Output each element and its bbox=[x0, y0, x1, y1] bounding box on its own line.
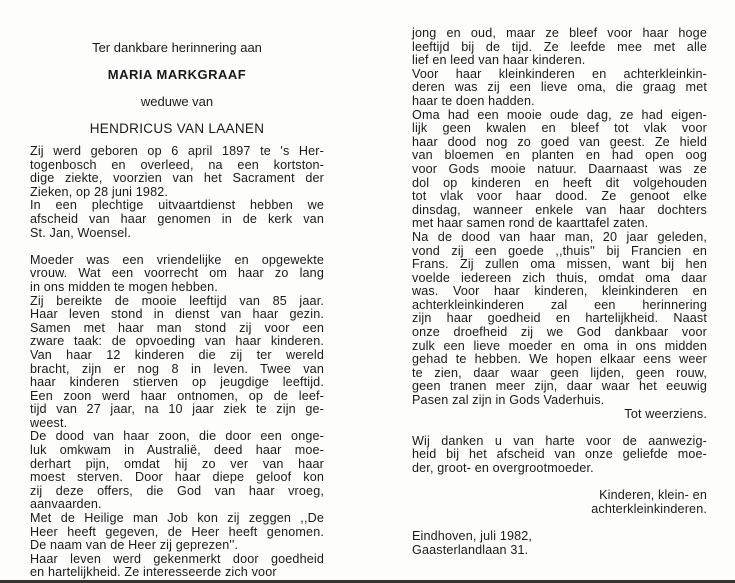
text-line: Een zoon werd haar ontnomen, op de leef- bbox=[30, 388, 324, 403]
text-line: leeftijd bij de tijd. Ze leefde mee met alle bbox=[412, 39, 707, 54]
text-line: luk omkwam in Australië, deed haar moe- bbox=[30, 443, 324, 458]
text-line: Oma had een mooie oude dag, ze had eigen- bbox=[412, 107, 707, 122]
text-line: lijk geen kwalen en bleef tot vlak voor bbox=[412, 121, 707, 136]
text-line: De naam van de Heer zij geprezen''. bbox=[30, 538, 239, 553]
text-line: vrouw. Wat een voorrecht om haar zo lang bbox=[30, 266, 324, 281]
text-line: Voor haar kleinkinderen en achterkleinkin- bbox=[412, 66, 707, 81]
text-line: haar te doen hadden. bbox=[412, 93, 535, 108]
text-line: dinsdag, wanneer enkele van haar dochters bbox=[412, 202, 707, 217]
text-line: Na de dood van haar man, 20 jaar geleden, bbox=[412, 229, 707, 244]
text-line: onze droefheid zij we God dankbaar voor bbox=[412, 325, 707, 340]
relation-line: weduwe van bbox=[140, 94, 214, 109]
text-line: zijn haar goedheid en hartelijkheid. Naast bbox=[412, 311, 707, 326]
text-line: haar dood nog zo goed van geest. Ze hield bbox=[412, 134, 707, 149]
text-line: St. Jan, Woensel. bbox=[30, 225, 132, 240]
text-line: Samen met haar man stond zij voor een bbox=[30, 320, 324, 335]
text-line: weest. bbox=[30, 415, 68, 430]
address: Gaasterlandlaan 31. bbox=[412, 542, 529, 557]
paragraph-gap bbox=[30, 240, 324, 254]
text-line: deren was zij een lieve oma, die graag met bbox=[412, 80, 707, 95]
closing-line: Tot weerziens. bbox=[624, 406, 707, 421]
text-line: bracht, zijn er nog 8 in leven. Twee van bbox=[30, 361, 324, 376]
text-line: aanvaarden. bbox=[30, 497, 102, 512]
text-line: zulk een lieve moeder en oma in ons midden bbox=[412, 338, 707, 353]
text-line: met haar samen rond de kaarttafel zaten. bbox=[412, 216, 649, 231]
text-line: zware taak: de opvoeding van haar kinderen. bbox=[30, 334, 324, 349]
text-line: afscheid van haar genomen in de kerk van bbox=[30, 211, 324, 226]
text-line: heid bij het afscheid van onze geliefde moe- bbox=[412, 447, 707, 462]
text-line: De dood van haar zoon, die door een onge- bbox=[30, 429, 324, 444]
text-line: en hartelijkheid. Ze interesseerde zich voor bbox=[30, 565, 277, 580]
text-line: tot vlak voor haar dood. Ze genoot elke bbox=[412, 189, 707, 204]
signature-line: achterkleinkinderen. bbox=[591, 501, 707, 516]
text-line: dige ziekte, voorzien van het Sacrament der bbox=[30, 171, 324, 186]
signature-line: Kinderen, klein- en bbox=[599, 488, 707, 503]
text-line: dol op kinderen en heeft dit volgehouden bbox=[412, 175, 707, 190]
text-line: In een plechtige uitvaartdienst hebben we bbox=[30, 198, 324, 213]
paragraph-gap bbox=[412, 516, 707, 530]
text-line: derhart pijn, omdat hij zo ver van haar bbox=[30, 456, 324, 471]
text-line: geen tranen meer zijn, daar waar het eeuwig bbox=[412, 379, 707, 394]
text-line: Van haar 12 kinderen die zij ter wereld bbox=[30, 347, 324, 362]
text-line: in ons midden te mogen hebben. bbox=[30, 279, 218, 294]
text-line: der, groot- en overgrootmoeder. bbox=[412, 461, 594, 475]
text-line: Wij danken u van harte voor de aanwezig- bbox=[412, 433, 707, 448]
text-line: Zij bereikte de mooie leeftijd van 85 jaar. bbox=[30, 293, 324, 308]
text-line: Frans. Zij zullen oma missen, want bij hen bbox=[412, 257, 707, 272]
text-line: Met de Heilige man Job kon zij zeggen ,,De bbox=[30, 511, 324, 526]
text-line: Haar leven stond in dienst van haar gezin. bbox=[30, 307, 324, 322]
text-line: achterkleinkinderen zal een herinnering bbox=[412, 297, 707, 312]
right-column bbox=[412, 27, 707, 557]
text-line: zij deze offers, die God van haar vroeg, bbox=[30, 483, 324, 498]
text-line: voelde iedereen zich thuis, omdat oma daar bbox=[412, 270, 707, 285]
text-line: moest sterven. Door haar diepe geloof kon bbox=[30, 470, 324, 485]
text-line: was. Voor haar kinderen, kleinkinderen en bbox=[412, 284, 707, 299]
place-date: Eindhoven, juli 1982, bbox=[412, 528, 533, 543]
paragraph-gap bbox=[412, 421, 707, 435]
text-line: haar kinderen stierven op jeugdige leeftijd. bbox=[30, 375, 324, 390]
text-line: van bloemen en planten en had open oog bbox=[412, 148, 707, 163]
husband-name: HENDRICUS VAN LAANEN bbox=[89, 121, 265, 136]
text-line: gehad te hebben. We hopen elkaar eens weer bbox=[412, 352, 707, 367]
text-line: Moeder was een vriendelijke en opgewekte bbox=[30, 252, 324, 267]
deceased-name: MARIA MARKGRAAF bbox=[107, 67, 247, 82]
text-line: voor Gods mooie natuur. Daarnaast was ze bbox=[412, 161, 707, 176]
text-line: Zieken, op 28 juni 1982. bbox=[30, 184, 169, 199]
text-line: vond zij een goede ,,thuis'' bij Francien en bbox=[412, 243, 707, 258]
text-line: jong en oud, maar ze bleef voor haar hoge bbox=[412, 26, 707, 40]
paragraph-gap bbox=[412, 476, 707, 490]
text-line: lief en leed van haar kinderen. bbox=[412, 53, 586, 68]
text-line: togenbosch en overleed, na een kortston- bbox=[30, 157, 324, 172]
text-line: Pasen zal zijn in Gods Vaderhuis. bbox=[412, 393, 605, 408]
left-column bbox=[30, 145, 324, 580]
intro-line: Ter dankbare herinnering aan bbox=[92, 40, 262, 55]
text-line: Zij werd geboren op 6 april 1897 te 's Her- bbox=[30, 144, 324, 158]
text-line: tijd van 27 jaar, na 10 jaar ziek te zijn ge- bbox=[30, 402, 324, 417]
text-line: Haar leven werd gekenmerkt door goedheid bbox=[30, 551, 324, 566]
text-line: te zien, daar waar geen lijden, geen rouw, bbox=[412, 365, 707, 380]
text-line: Heer heeft gegeven, de Heer heeft genomen. bbox=[30, 524, 324, 539]
